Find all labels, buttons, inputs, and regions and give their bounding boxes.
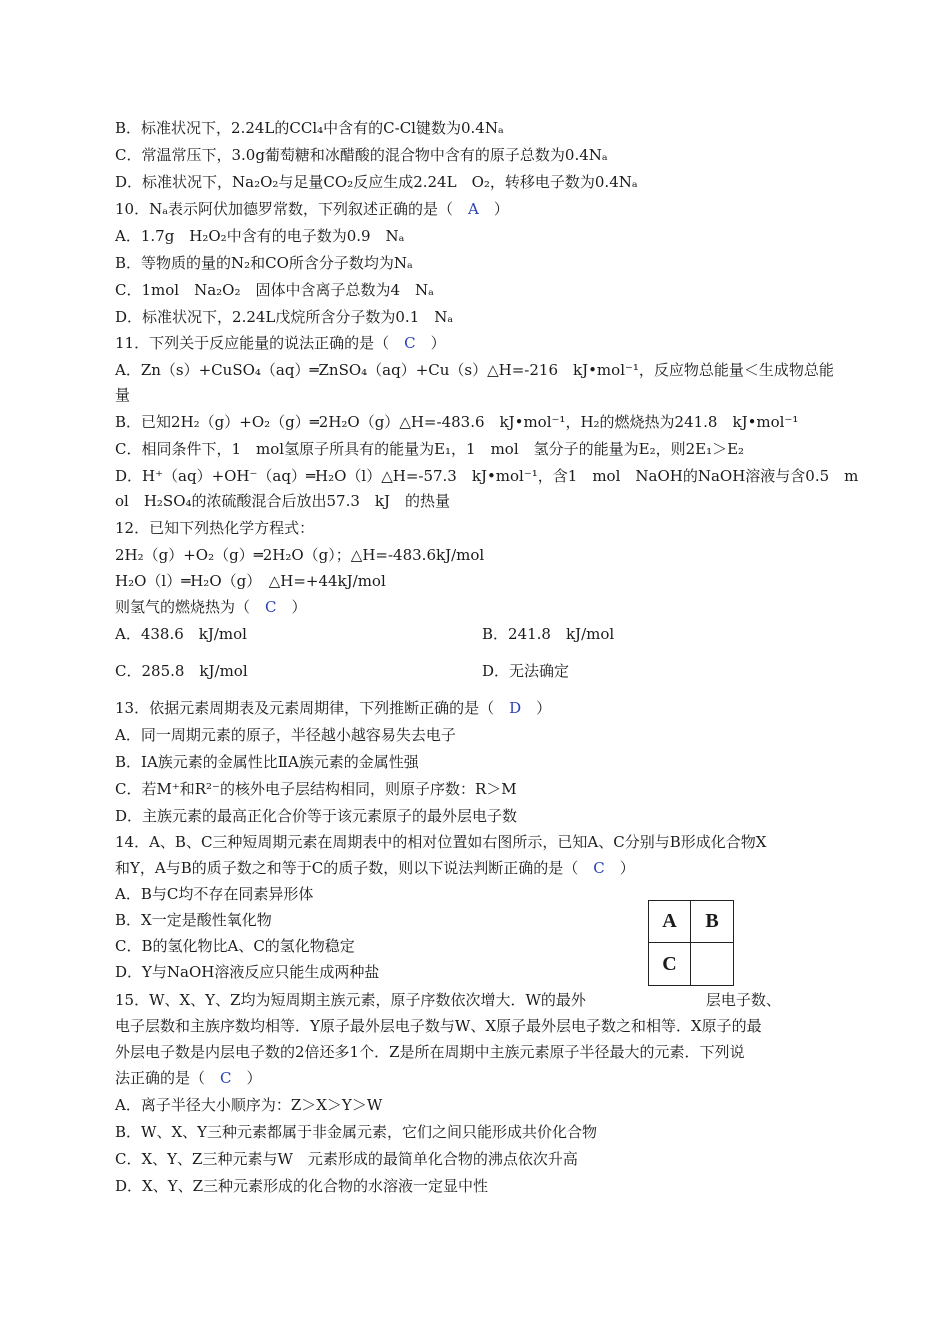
text-line-q10b: B．等物质的量的N₂和CO所含分子数均为Nₐ	[115, 254, 413, 272]
text-line-q15l1: 15．W、X、Y、Z均为短周期主族元素，原子序数依次增大．W的最外 层电子数、	[115, 991, 781, 1009]
text-line-q9c: C．常温常压下，3.0g葡萄糖和冰醋酸的混合物中含有的原子总数为0.4Nₐ	[115, 146, 608, 164]
grid-cell-b: B	[691, 901, 733, 943]
grid-cell-a: A	[649, 901, 691, 943]
text-line-q12a: A．438.6 kJ/mol	[115, 625, 247, 643]
text-line-q11: 11．下列关于反应能量的说法正确的是（ C ）	[115, 334, 446, 352]
text-line-q14l1: 14．A、B、C三种短周期元素在周期表中的相对位置如右图所示，已知A、C分别与B形成化合物X	[115, 833, 767, 851]
text-line-q9b: B．标准状况下，2.24L的CCl₄中含有的C-Cl键数为0.4Nₐ	[115, 119, 504, 137]
text-line-q13a: A．同一周期元素的原子，半径越小越容易失去电子	[115, 726, 456, 744]
text-line-q13d: D．主族元素的最高正化合价等于该元素原子的最外层电子数	[115, 807, 518, 825]
text-line-q10: 10．Nₐ表示阿伏加德罗常数，下列叙述正确的是（ A ）	[115, 200, 509, 218]
text-line-q11d2: ol H₂SO₄的浓硫酸混合后放出57.3 kJ 的热量	[115, 492, 451, 510]
text-line-q12e2: H₂O（l）═H₂O（g） △H=+44kJ/mol	[115, 572, 386, 590]
text-line-q14d: D．Y与NaOH溶液反应只能生成两种盐	[115, 963, 380, 981]
text-line-q15d: D．X、Y、Z三种元素形成的化合物的水溶液一定显中性	[115, 1177, 489, 1195]
text-line-q15l2: 电子层数和主族序数均相等．Y原子最外层电子数与W、X原子最外层电子数之和相等．X原子的最	[115, 1017, 762, 1035]
text-line-q10c: C．1mol Na₂O₂ 固体中含离子总数为4 Nₐ	[115, 281, 434, 299]
text-line-q11d1: D．H⁺（aq）+OH⁻（aq）═H₂O（l）△H=-57.3 kJ•mol⁻¹，含1 mol NaOH的NaOH溶液与含0.5 m	[115, 467, 859, 485]
text-line-q14a: A．B与C均不存在同素异形体	[115, 885, 314, 903]
text-line-q12c: C．285.8 kJ/mol	[115, 662, 248, 680]
text-line-q13c: C．若M⁺和R²⁻的核外电子层结构相同，则原子序数：R＞M	[115, 780, 517, 798]
text-line-q12: 12．已知下列热化学方程式：	[115, 519, 315, 537]
text-line-q12e1: 2H₂（g）+O₂（g）═2H₂O（g）；△H=-483.6kJ/mol	[115, 546, 485, 564]
grid-cell-empty	[691, 943, 733, 985]
text-line-q15a: A．离子半径大小顺序为：Z＞X＞Y＞W	[115, 1096, 383, 1114]
text-line-q13b: B．ⅠA族元素的金属性比ⅡA族元素的金属性强	[115, 753, 419, 771]
text-line-q14l2: 和Y，A与B的质子数之和等于C的质子数，则以下说法判断正确的是（ C ）	[115, 859, 635, 877]
text-line-q10a: A．1.7g H₂O₂中含有的电子数为0.9 Nₐ	[115, 227, 405, 245]
text-line-q13: 13．依据元素周期表及元素周期律，下列推断正确的是（ D ）	[115, 699, 552, 717]
text-line-q11b: B．已知2H₂（g）+O₂（g）═2H₂O（g）△H=-483.6 kJ•mol⁻¹，H₂的燃烧热为241.8 kJ•mol⁻¹	[115, 413, 799, 431]
text-line-q14c: C．B的氢化物比A、C的氢化物稳定	[115, 937, 355, 955]
periodic-position-grid	[648, 900, 734, 986]
text-line-q14b: B．X一定是酸性氧化物	[115, 911, 272, 929]
text-line-q9d: D．标准状况下，Na₂O₂与足量CO₂反应生成2.24L O₂，转移电子数为0.4Nₐ	[115, 173, 638, 191]
text-line-q10d: D．标准状况下，2.24L戊烷所含分子数为0.1 Nₐ	[115, 308, 454, 326]
grid-cell-c: C	[649, 943, 691, 985]
text-line-q15c: C．X、Y、Z三种元素与W 元素形成的最简单化合物的沸点依次升高	[115, 1150, 578, 1168]
text-line-q11c: C．相同条件下，1 mol氢原子所具有的能量为E₁，1 mol 氢分子的能量为E₂，则2E₁＞E₂	[115, 440, 745, 458]
text-line-q12d: D．无法确定	[482, 662, 570, 680]
text-line-q15l3: 外层电子数是内层电子数的2倍还多1个．Z是所在周期中主族元素原子半径最大的元素．下列说	[115, 1043, 745, 1061]
text-line-q11a2: 量	[115, 386, 131, 404]
text-line-q15l4: 法正确的是（ C ）	[115, 1069, 262, 1087]
text-line-q15b: B．W、X、Y三种元素都属于非金属元素，它们之间只能形成共价化合物	[115, 1123, 598, 1141]
text-line-q12b: B．241.8 kJ/mol	[482, 625, 615, 643]
text-line-q11a1: A．Zn（s）+CuSO₄（aq）═ZnSO₄（aq）+Cu（s）△H=-216 kJ•mol⁻¹，反应物总能量＜生成物总能	[115, 361, 834, 379]
text-line-q12q: 则氢气的燃烧热为（ C ）	[115, 598, 307, 616]
